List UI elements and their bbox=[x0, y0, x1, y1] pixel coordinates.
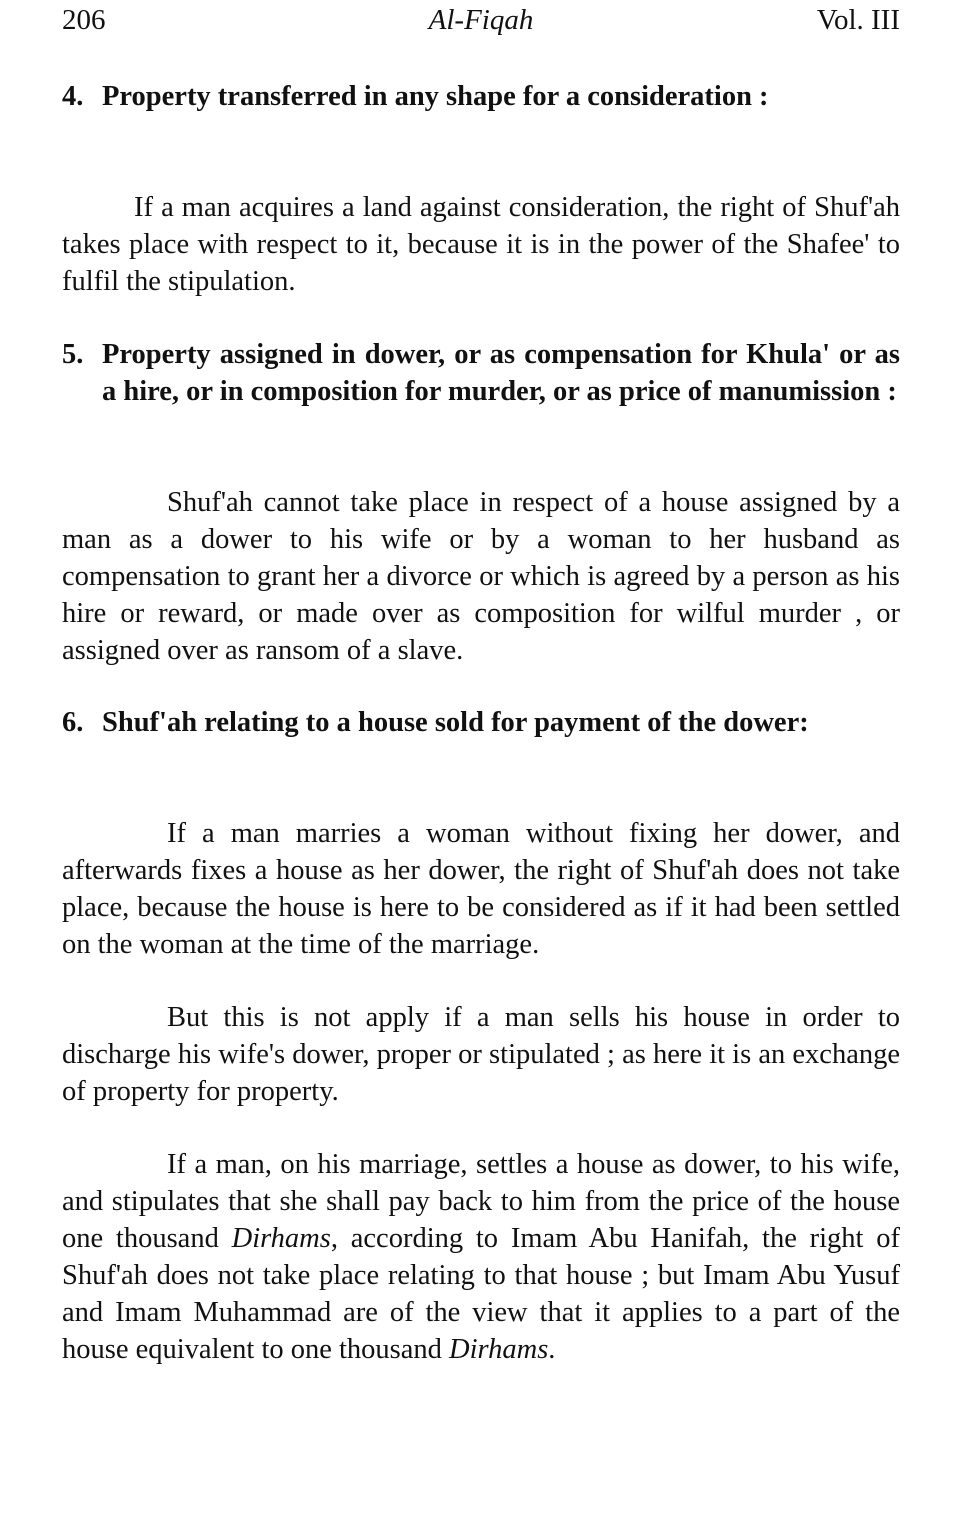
paragraph: If a man acquires a land against consideration, the right of Shuf'ah takes place with respect to it, because it is in the power of the Shafee' to fulfil the stipulation. bbox=[62, 192, 900, 297]
section-5-body bbox=[62, 484, 900, 669]
italic-term: Dirhams bbox=[231, 1223, 331, 1254]
section-heading: Shuf'ah relating to a house sold for payment of the dower: bbox=[102, 707, 809, 738]
book-title: Al-Fiqah bbox=[428, 4, 534, 36]
section-4-heading bbox=[62, 78, 900, 115]
paragraph bbox=[62, 1146, 900, 1368]
paragraph: Shuf'ah cannot take place in respect of a house assigned by a man as a dower to his wife or by a woman to her husband as compensation to grant her a divorce or which is agreed by a person as his hire or reward, or made over as composition for wilful murder , or assigned over as ransom of a slave. bbox=[62, 487, 900, 666]
text-run: , according to Imam Abu Hanifah, the right of Shuf'ah does not take place relating to that house ; but Imam Abu Yusuf and Imam Muhammad are of the view that it applies to a part of the house equivalent to one thousand bbox=[62, 1223, 900, 1365]
section-6-body-3 bbox=[62, 1146, 900, 1368]
section-heading: Property assigned in dower, or as compensation for Khula' or as a hire, or in composition for murder, or as price of manumission : bbox=[102, 339, 900, 407]
section-number: 5. bbox=[62, 339, 84, 370]
section-6-body-1 bbox=[62, 815, 900, 963]
section-5-heading bbox=[62, 336, 900, 410]
section-4-body bbox=[62, 189, 900, 300]
section-6-heading bbox=[62, 704, 900, 741]
section-number: 4. bbox=[62, 81, 84, 112]
italic-term: Dirhams bbox=[449, 1334, 549, 1365]
paragraph: But this is not apply if a man sells his house in order to discharge his wife's dower, proper or stipulated ; as here it is an exchange of property for property. bbox=[62, 1002, 900, 1107]
section-6-body-2 bbox=[62, 999, 900, 1110]
section-heading: Property transferred in any shape for a consideration : bbox=[102, 81, 769, 112]
text-run: If a man, on his marriage, settles a house as dower, to his wife, and stipulates that she shall pay back to him from the price of the house one thousand bbox=[62, 1149, 900, 1254]
text-run: . bbox=[548, 1334, 556, 1365]
paragraph: If a man marries a woman without fixing her dower, and afterwards fixes a house as her dower, the right of Shuf'ah does not take place, because the house is here to be considered as if it had been settled on the woman at the time of the marriage. bbox=[62, 818, 900, 960]
volume-label: Vol. III bbox=[816, 4, 900, 36]
page-number: 206 bbox=[62, 4, 106, 36]
section-number: 6. bbox=[62, 707, 84, 738]
page-header bbox=[62, 4, 900, 44]
